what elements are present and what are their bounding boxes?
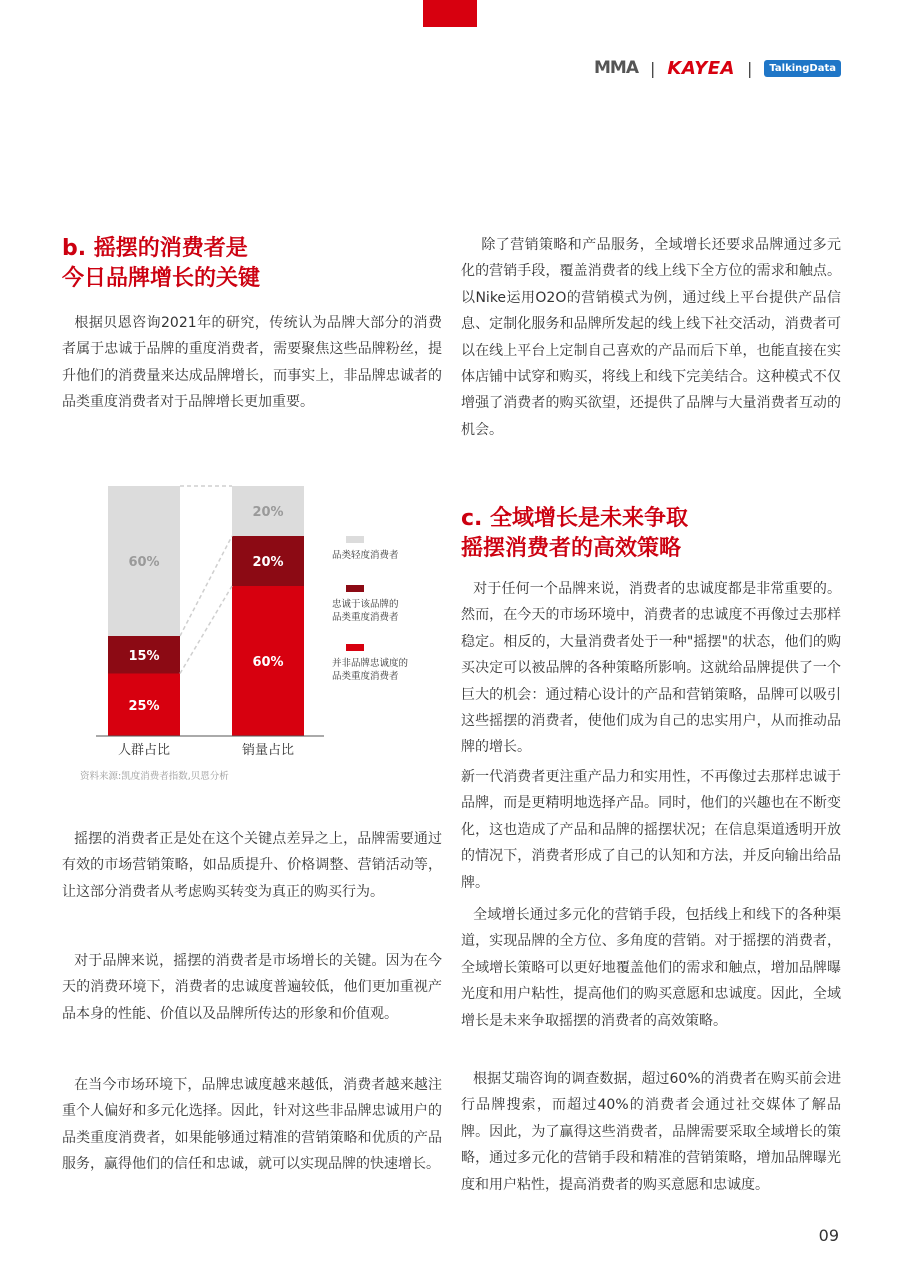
section-b-title-line2: 今日品牌增长的关键 [62, 266, 261, 291]
legend-swatch [346, 536, 364, 543]
bar-value-label: 60% [252, 655, 284, 670]
connector-band [180, 486, 232, 736]
bar-value-label: 60% [128, 555, 160, 570]
section-c-paragraph-1: 对于任何一个品牌来说，消费者的忠诚度都是非常重要的。然而，在今天的市场环境中，消费者的忠诚度不再像过去那样稳定。相反的，大量消费者处于一种"摇摆"的状态，他们的购买决定可以被品牌的各种策略所影响。这就给品牌提供了一个巨大的机会：通过精心设计的产品和营销策略，品牌可以吸引这些摇摆的消费者，使他们成为自己的忠实用户，从而推动品牌的增长。 [461, 581, 841, 756]
legend-swatch [346, 644, 364, 651]
kayea-logo: KAYEA [667, 57, 735, 79]
bar-value-label: 20% [252, 555, 284, 570]
talkingdata-logo: TalkingData [764, 60, 841, 77]
legend-label: 并非品牌忠诚度的 [332, 658, 409, 669]
top-red-tab [423, 0, 477, 27]
legend-label: 品类轻度消费者 [332, 550, 399, 561]
section-b-paragraph-1: 根据贝恩咨询2021年的研究，传统认为品牌大部分的消费者属于忠诚于品牌的重度消费者，需要聚焦这些品牌粉丝，提升他们的消费量来达成品牌增长，而事实上，非品牌忠诚者的品类重度消费者对于品牌增长更加重要。 [62, 315, 442, 411]
bar-value-label: 20% [252, 505, 284, 520]
mma-logo: MMA [594, 58, 638, 78]
section-c-paragraph-4: 根据艾瑞咨询的调查数据，超过60%的消费者在购买前会进行品牌搜索，而超过40%的消费者会通过社交媒体了解品牌。因此，为了赢得这些消费者，品牌需要采取全域增长的策略，通过多元化的营销手段和精准的营销策略，增加品牌曝光度和用户粘性，提高消费者的购买意愿和忠诚度。 [461, 1071, 841, 1193]
section-b-paragraph-2: 摇摆的消费者正是处在这个关键点差异之上，品牌需要通过有效的市场营销策略，如品质提升、价格调整、营销活动等，让这部分消费者从考虑购买转变为真正的购买行为。 [62, 831, 442, 900]
logo-separator: | [650, 58, 656, 78]
category-label: 人群占比 [117, 743, 171, 758]
section-c-paragraph-2: 新一代消费者更注重产品力和实用性，不再像过去那样忠诚于品牌，而是更精明地选择产品。同时，他们的兴趣也在不断变化，这也造成了产品和品牌的摇摆状况；在信息渠道透明开放的情况下，消费者形成了自己的认知和方法，并反向输出给品牌。 [461, 769, 841, 891]
logo-separator: | [746, 58, 753, 78]
section-c-paragraph-3: 全域增长通过多元化的营销手段，包括线上和线下的各种渠道，实现品牌的全方位、多角度的营销。对于摇摆的消费者，全域增长策略可以更好地覆盖他们的需求和触点，增加品牌曝光度和用户粘性，提高他们的购买意愿和忠诚度。因此，全域增长是未来争取摇摆的消费者的高效策略。 [461, 907, 841, 1029]
section-c-title-line2: 摇摆消费者的高效策略 [461, 536, 682, 561]
partner-logos [594, 58, 841, 78]
legend-swatch [346, 585, 364, 592]
section-c-heading [461, 504, 688, 564]
bar-value-label: 15% [128, 648, 160, 664]
chart-source: 资料来源:凯度消费者指数,贝恩分析 [80, 771, 229, 782]
section-c-title-line1: c. 全域增长是未来争取 [461, 506, 689, 531]
page-number: 09 [818, 1226, 839, 1245]
bar-value-label: 25% [128, 698, 160, 714]
legend-label: 品类重度消费者 [332, 671, 399, 682]
section-b-heading [62, 234, 260, 294]
legend-label: 忠诚于该品牌的 [332, 599, 399, 610]
category-label: 销量占比 [241, 743, 295, 758]
section-b-paragraph-4: 在当今市场环境下，品牌忠诚度越来越低，消费者越来越注重个人偏好和多元化选择。因此，针对这些非品牌忠诚用户的品类重度消费者，如果能够通过精准的营销策略和优质的产品服务，赢得他们的信任和忠诚，就可以实现品牌的快速增长。 [62, 1077, 442, 1173]
right-paragraph-1: 除了营销策略和产品服务，全域增长还要求品牌通过多元化的营销手段，覆盖消费者的线上线下全方位的需求和触点。以Nike运用O2O的营销模式为例，通过线上平台提供产品信息、定制化服务和品牌所发起的线上线下社交活动，消费者可以在线上平台上定制自己喜欢的产品而后下单，也能直接在实体店铺中试穿和购买，将线上和线下完美结合。这种模式不仅增强了消费者的购买欲望，还提供了品牌与大量消费者互动的机会。 [461, 237, 841, 438]
consumer-share-chart [74, 478, 454, 768]
section-b-paragraph-3: 对于品牌来说，摇摆的消费者是市场增长的关键。因为在今天的消费环境下，消费者的忠诚度普遍较低，他们更加重视产品本身的性能、价值以及品牌所传达的形象和价值观。 [62, 953, 442, 1022]
section-b-title-line1: b. 摇摆的消费者是 [62, 236, 248, 261]
legend-label: 品类重度消费者 [332, 612, 399, 623]
